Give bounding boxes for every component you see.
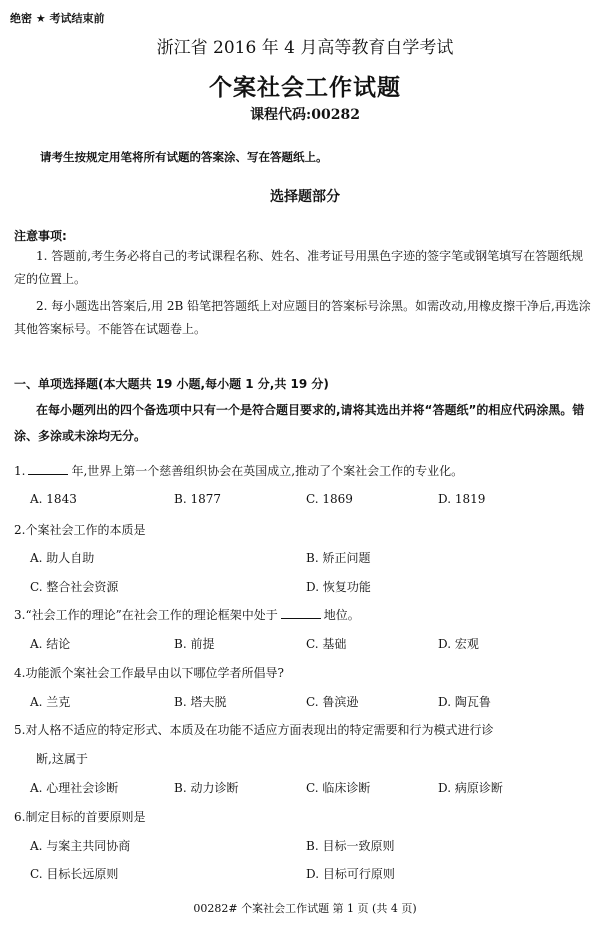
question-5-option-c: C. 临床诊断: [306, 781, 371, 795]
question-4-option-b: B. 塔夫脱: [174, 695, 227, 709]
question-5-option-a: A. 心理社会诊断: [30, 781, 119, 795]
question-2-option-b: B. 矫正问题: [306, 551, 371, 565]
question-2-option-a: A. 助人自助: [30, 551, 95, 565]
question-3-stem: [14, 606, 598, 623]
exam-title: 浙江省 2016 年 4 月高等教育自学考试: [156, 38, 454, 58]
question-5-option-b: B. 动力诊断: [174, 781, 239, 795]
question-6-stem: 6.制定目标的首要原则是: [14, 810, 146, 824]
paper-title: 个案社会工作试题: [209, 74, 401, 101]
question-4-stem: 4.功能派个案社会工作最早由以下哪位学者所倡导?: [14, 666, 284, 680]
question-5-stem-line-1: 5.对人格不适应的特定形式、本质及在功能不适应方面表现出的特定需要和行为模式进行诊: [14, 723, 494, 737]
answer-instruction: 请考生按规定用笔将所有试题的答案涂、写在答题纸上。: [40, 150, 328, 164]
question-1-option-a: A. 1843: [30, 492, 77, 506]
question-3-option-c: C. 基础: [306, 637, 347, 651]
part-title: 选择题部分: [270, 189, 340, 205]
page-footer: 00282# 个案社会工作试题 第 1 页 (共 4 页): [193, 902, 417, 915]
answer-blank: [28, 463, 68, 475]
question-6-option-d: D. 目标可行原则: [306, 867, 395, 881]
question-3-text-after: 地位。: [323, 608, 360, 622]
confidential-label: 绝密 ★ 考试结束前: [10, 12, 105, 25]
question-5-option-d: D. 病原诊断: [438, 781, 503, 795]
note-item-2: 2. 每小题选出答案后,用 2B 铅笔把答题纸上对应题目的答案标号涂黑。如需改动,用橡皮擦干净后,再选涂其他答案标号。不能答在试题卷上。: [14, 299, 591, 336]
question-5-stem-line-2: 断,这属于: [36, 752, 88, 766]
question-3-option-a: A. 结论: [30, 637, 71, 651]
question-3-option-d: D. 宏观: [438, 637, 479, 651]
section-heading: 一、单项选择题(本大题共 19 小题,每小题 1 分,共 19 分): [14, 377, 329, 391]
question-6-option-b: B. 目标一致原则: [306, 839, 395, 853]
question-4-option-d: D. 陶瓦鲁: [438, 695, 491, 709]
question-4-option-a: A. 兰克: [30, 695, 71, 709]
question-6-option-a: A. 与案主共同协商: [30, 839, 131, 853]
question-2-option-c: C. 整合社会资源: [30, 580, 119, 594]
note-item-1: 1. 答题前,考生务必将自己的考试课程名称、姓名、准考证号用黑色字迹的签字笔或钢笔填写在答题纸规定的位置上。: [14, 249, 584, 286]
question-1-text: 年,世界上第一个慈善组织协会在英国成立,推动了个案社会工作的专业化。: [71, 464, 464, 478]
question-2-option-d: D. 恢复功能: [306, 580, 371, 594]
section-description: 在每小题列出的四个备选项中只有一个是符合题目要求的,请将其选出并将“答题纸”的相应代码涂黑。错涂、多涂或未涂均无分。: [14, 403, 585, 443]
question-1-option-c: C. 1869: [306, 492, 353, 506]
question-1-number: 1.: [14, 464, 26, 478]
question-1-stem: [14, 462, 598, 479]
question-2-stem: 2.个案社会工作的本质是: [14, 523, 146, 537]
question-4-option-c: C. 鲁滨逊: [306, 695, 359, 709]
question-1-option-d: D. 1819: [438, 492, 486, 506]
notes-heading: 注意事项:: [14, 229, 67, 243]
course-code: 课程代码:00282: [250, 107, 360, 123]
question-1-option-b: B. 1877: [174, 492, 221, 506]
answer-blank: [281, 607, 321, 619]
question-3-option-b: B. 前提: [174, 637, 215, 651]
question-3-text-before: 3.“社会工作的理论”在社会工作的理论框架中处于: [14, 608, 278, 622]
question-6-option-c: C. 目标长远原则: [30, 867, 119, 881]
